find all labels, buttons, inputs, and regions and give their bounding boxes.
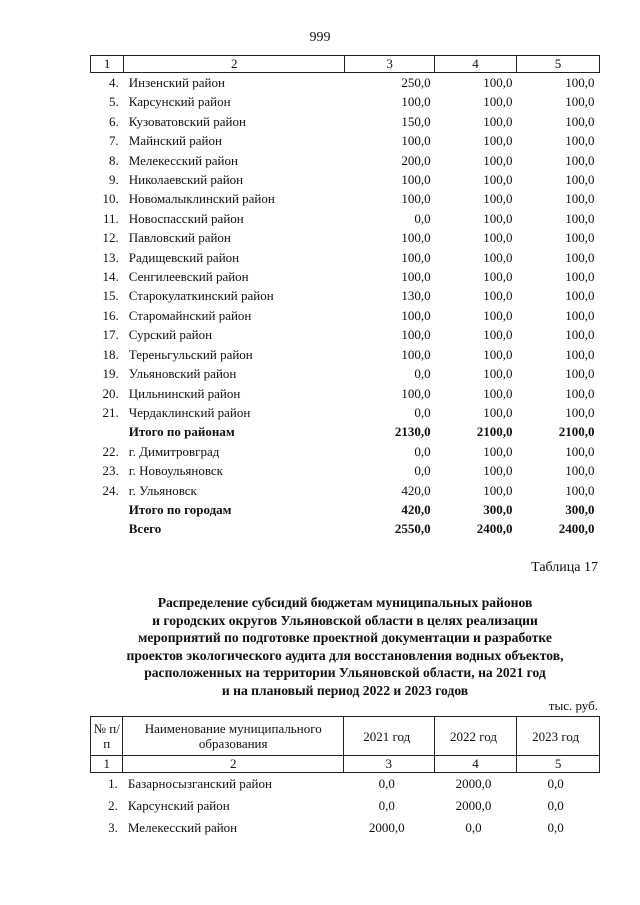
row-name: Радищевский район [128, 249, 240, 265]
row-number: 10. [102, 191, 119, 207]
row-name: Карсунский район [128, 94, 231, 110]
column-index: 5 [517, 756, 600, 773]
row-value: 100,0 [565, 366, 595, 382]
row-number: 21. [102, 404, 119, 420]
table-row [91, 422, 600, 441]
row-value: 100,0 [483, 230, 513, 246]
row-value: 100,0 [565, 230, 595, 246]
row-name: Ульяновский район [128, 366, 237, 382]
table-row [91, 189, 600, 208]
header-number: № п/п [91, 717, 123, 756]
row-value: 2000,0 [455, 776, 492, 791]
row-number: 6. [109, 113, 119, 129]
row-value: 2000,0 [368, 820, 405, 835]
table-row [91, 306, 600, 325]
table-row [91, 92, 600, 111]
row-value: 420,0 [401, 501, 431, 517]
column-index: 5 [517, 56, 600, 73]
row-value: 2130,0 [394, 424, 431, 440]
row-value: 100,0 [483, 113, 513, 129]
row-value: 0,0 [414, 463, 431, 479]
row-value: 100,0 [401, 346, 431, 362]
column-index: 1 [91, 56, 124, 73]
row-value: 100,0 [565, 210, 595, 226]
row-value: 100,0 [565, 94, 595, 110]
row-value: 0,0 [378, 776, 395, 791]
row-value: 100,0 [483, 288, 513, 304]
row-value: 100,0 [565, 346, 595, 362]
row-value: 200,0 [401, 152, 431, 168]
row-value: 0,0 [465, 820, 482, 835]
row-value: 100,0 [483, 404, 513, 420]
page-number: 999 [309, 30, 331, 45]
table-row [91, 325, 600, 344]
row-value: 250,0 [401, 75, 431, 90]
row-value: 100,0 [401, 133, 431, 149]
header-year: 2022 год [434, 717, 517, 756]
row-value: 2000,0 [455, 798, 492, 813]
title-line: и городских округов Ульяновской области в целях реализации [152, 612, 538, 628]
column-index: 2 [124, 56, 345, 73]
row-value: 100,0 [401, 327, 431, 343]
table-row [91, 170, 600, 189]
row-value: 100,0 [565, 404, 595, 420]
table-row [91, 345, 600, 364]
row-number: 5. [109, 94, 119, 110]
title-line: проектов экологического аудита для восстановления водных объектов, [126, 647, 564, 663]
row-value: 100,0 [401, 385, 431, 401]
row-value: 100,0 [401, 230, 431, 246]
table-row [91, 481, 600, 500]
row-name: Николаевский район [128, 172, 244, 188]
row-value: 2100,0 [558, 424, 595, 440]
row-name: Всего [128, 521, 162, 537]
row-value: 2100,0 [476, 424, 513, 440]
row-value: 100,0 [483, 385, 513, 401]
row-value: 100,0 [565, 75, 595, 90]
row-name: Тереньгульский район [128, 346, 253, 362]
row-value: 100,0 [565, 191, 595, 207]
column-index: 4 [434, 756, 517, 773]
row-value: 100,0 [565, 288, 595, 304]
row-name: Итого по районам [128, 424, 235, 440]
table-header-row [91, 717, 600, 756]
row-value: 0,0 [414, 404, 431, 420]
row-name: Мелекесский район [128, 152, 238, 168]
row-value: 100,0 [483, 443, 513, 459]
row-value: 100,0 [483, 463, 513, 479]
row-value: 100,0 [483, 75, 513, 90]
table-row [91, 500, 600, 519]
row-value: 100,0 [483, 327, 513, 343]
column-index: 3 [345, 56, 435, 73]
row-number: 19. [102, 366, 119, 382]
header-name: Наименование муниципального образования [123, 717, 344, 756]
row-value: 100,0 [401, 269, 431, 285]
row-number: 20. [102, 385, 119, 401]
table-row [91, 286, 600, 305]
row-value: 0,0 [414, 210, 431, 226]
row-number: 2. [108, 798, 118, 813]
title-line: расположенных на территории Ульяновской области, на 2021 год [144, 665, 546, 680]
units-label: тыс. руб. [548, 698, 598, 713]
row-number: 17. [102, 327, 119, 343]
table-row [91, 384, 600, 403]
row-value: 300,0 [483, 501, 513, 517]
row-value: 100,0 [565, 269, 595, 285]
row-value: 100,0 [565, 385, 595, 401]
table-row [91, 112, 600, 131]
column-index: 1 [91, 756, 123, 773]
row-name: Мелекесский район [127, 820, 238, 835]
row-name: Чердаклинский район [128, 404, 251, 420]
column-index: 2 [123, 756, 344, 773]
row-value: 100,0 [565, 307, 595, 323]
table-row [91, 817, 600, 839]
row-value: 100,0 [483, 133, 513, 149]
row-name: Итого по городам [128, 501, 232, 517]
row-name: г. Димитровград [128, 443, 220, 459]
table-row [91, 209, 600, 228]
row-name: Старокулаткинский район [128, 288, 274, 304]
row-name: Майнский район [128, 133, 222, 149]
row-number: 12. [102, 230, 119, 246]
subsidy-table-continued [90, 55, 600, 539]
row-number: 7. [109, 133, 119, 149]
row-name: Сенгилеевский район [128, 269, 249, 285]
header-year: 2023 год [517, 717, 600, 756]
row-value: 100,0 [483, 210, 513, 226]
table-column-index-row [91, 756, 600, 773]
table-row [91, 364, 600, 383]
header-year: 2021 год [344, 717, 435, 756]
row-name: г. Новоульяновск [128, 463, 224, 479]
row-number: 15. [102, 288, 119, 304]
row-value: 0,0 [414, 443, 431, 459]
row-number: 23. [102, 463, 119, 479]
row-name: г. Ульяновск [128, 482, 197, 498]
row-value: 150,0 [401, 113, 431, 129]
row-name: Павловский район [128, 230, 231, 246]
title-line: Распределение субсидий бюджетам муниципальных районов [157, 595, 533, 610]
row-value: 100,0 [565, 443, 595, 459]
row-name: Цильнинский район [128, 385, 241, 401]
row-value: 2550,0 [394, 521, 431, 537]
row-number: 11. [102, 210, 119, 226]
table-body [91, 717, 600, 840]
row-value: 0,0 [378, 798, 395, 813]
row-value: 300,0 [565, 501, 595, 517]
table-body [91, 56, 600, 539]
row-value: 100,0 [483, 366, 513, 382]
column-index: 3 [344, 756, 435, 773]
table-row [91, 131, 600, 150]
table-row [91, 403, 600, 422]
table-row [91, 461, 600, 480]
row-name: Карсунский район [127, 798, 230, 813]
title-line: мероприятий по подготовке проектной документации и разработке [138, 630, 552, 645]
row-name: Новомалыклинский район [128, 191, 275, 207]
row-value: 100,0 [565, 249, 595, 265]
row-value: 420,0 [401, 482, 431, 498]
row-value: 130,0 [401, 288, 431, 304]
row-name: Инзенский район [128, 75, 225, 90]
row-number: 13. [102, 249, 119, 265]
table-number-label: Таблица 17 [531, 560, 598, 575]
row-value: 2400,0 [558, 521, 595, 537]
table-row [91, 248, 600, 267]
row-value: 100,0 [565, 327, 595, 343]
row-value: 2400,0 [476, 521, 513, 537]
table-column-index-row [91, 56, 600, 73]
table-row [91, 228, 600, 247]
subsidy-table-17 [90, 716, 600, 839]
row-number: 16. [102, 307, 119, 323]
row-number: 3. [108, 820, 118, 835]
row-value: 100,0 [401, 307, 431, 323]
row-value: 100,0 [565, 463, 595, 479]
table-row [91, 519, 600, 538]
row-name: Базарносызганский район [127, 776, 272, 791]
row-number [91, 422, 124, 441]
row-value: 100,0 [401, 249, 431, 265]
column-index: 4 [435, 56, 517, 73]
row-number: 8. [109, 152, 119, 168]
row-value: 100,0 [483, 191, 513, 207]
row-value: 0,0 [547, 798, 564, 813]
row-value: 100,0 [401, 172, 431, 188]
row-number: 4. [109, 75, 119, 90]
row-value: 100,0 [565, 482, 595, 498]
row-value: 100,0 [401, 94, 431, 110]
row-value: 100,0 [483, 152, 513, 168]
row-name: Кузоватовский район [128, 113, 246, 129]
row-value: 100,0 [565, 172, 595, 188]
row-value: 100,0 [483, 269, 513, 285]
row-value: 100,0 [483, 249, 513, 265]
row-value: 100,0 [483, 94, 513, 110]
row-number [91, 519, 124, 538]
row-number [91, 500, 124, 519]
table-row [91, 151, 600, 170]
row-number: 18. [102, 346, 119, 362]
row-name: Сурский район [128, 327, 213, 343]
row-name: Новоспасский район [128, 210, 244, 226]
row-value: 100,0 [565, 152, 595, 168]
row-number: 24. [102, 482, 119, 498]
row-value: 100,0 [565, 113, 595, 129]
title-line: и на плановый период 2022 и 2023 годов [221, 682, 469, 698]
table-row [91, 267, 600, 286]
table-row [91, 73, 600, 93]
row-number: 22. [102, 443, 119, 459]
row-value: 100,0 [483, 172, 513, 188]
table-title [90, 594, 600, 699]
row-number: 9. [109, 172, 119, 188]
row-value: 0,0 [547, 820, 564, 835]
row-value: 0,0 [414, 366, 431, 382]
table-row [91, 442, 600, 461]
row-value: 100,0 [401, 191, 431, 207]
table-row [91, 773, 600, 796]
row-number: 14. [102, 269, 119, 285]
row-value: 100,0 [483, 307, 513, 323]
row-value: 0,0 [547, 776, 564, 791]
table-row [91, 795, 600, 817]
row-value: 100,0 [483, 346, 513, 362]
row-number: 1. [108, 776, 118, 791]
row-value: 100,0 [565, 133, 595, 149]
row-value: 100,0 [483, 482, 513, 498]
row-name: Старомайнский район [128, 307, 252, 323]
